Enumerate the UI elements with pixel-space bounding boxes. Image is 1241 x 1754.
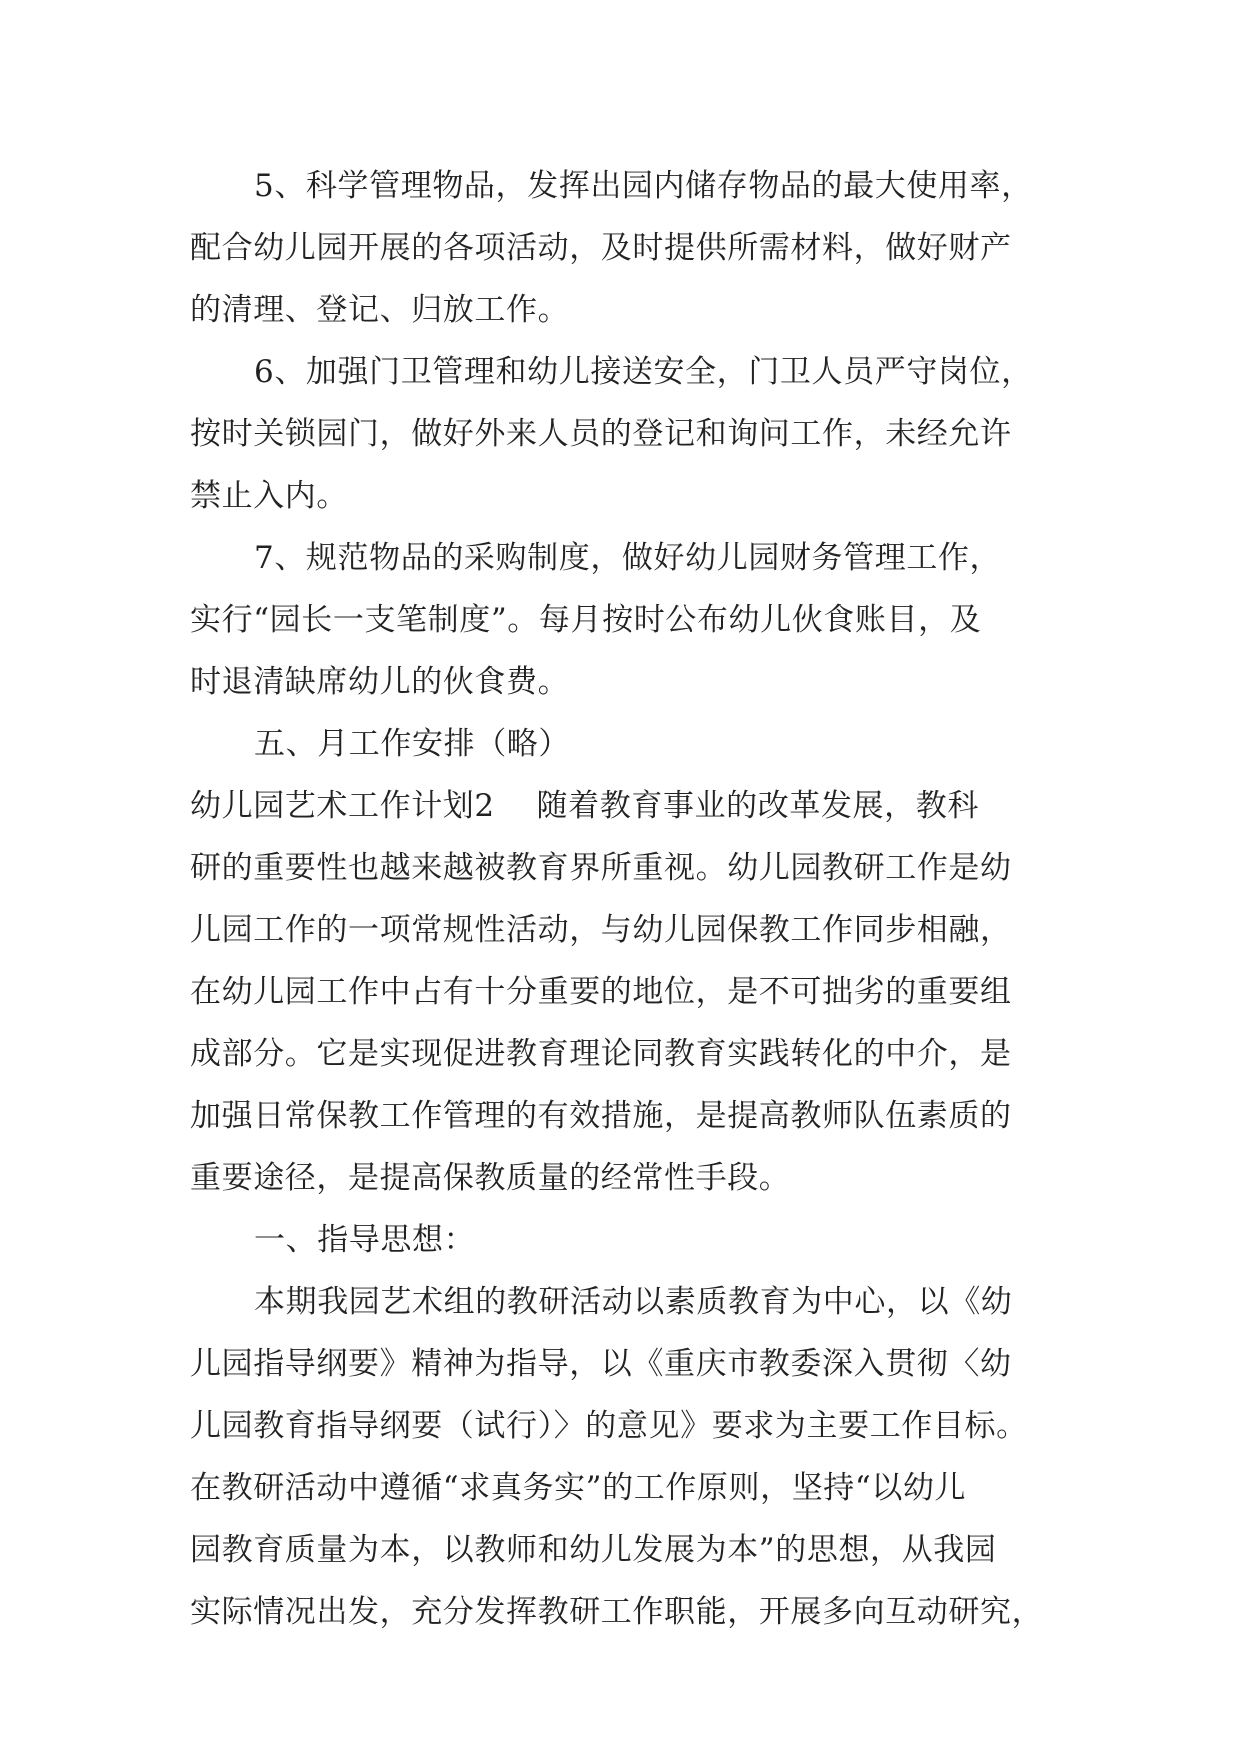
text-line: 配合幼儿园开展的各项活动，及时提供所需材料，做好财产: [190, 230, 1012, 266]
text-line: 时退清缺席幼儿的伙食费。: [190, 664, 570, 700]
text-line: 7、规范物品的采购制度，做好幼儿园财务管理工作，: [254, 540, 1002, 576]
section-heading: 一、指导思想：: [254, 1222, 476, 1258]
text-line: 加强日常保教工作管理的有效措施，是提高教师队伍素质的: [190, 1098, 1012, 1134]
text-line: 儿园教育指导纲要（试行）〉的意见》要求为主要工作目标。: [190, 1408, 1028, 1444]
text-line: 5、科学管理物品，发挥出园内储存物品的最大使用率，: [254, 168, 1033, 204]
text-line: 研的重要性也越来越被教育界所重视。幼儿园教研工作是幼: [190, 850, 1012, 886]
text-line: 本期我园艺术组的教研活动以素质教育为中心，以《幼: [254, 1284, 1013, 1320]
text-line: 在教研活动中遵循“求真务实”的工作原则，坚持“以幼儿: [190, 1470, 967, 1506]
text-line: 禁止入内。: [190, 478, 348, 514]
text-line: 儿园指导纲要》精神为指导，以《重庆市教委深入贯彻〈幼: [190, 1346, 1012, 1382]
text-line: 成部分。它是实现促进教育理论同教育实践转化的中介，是: [190, 1036, 1012, 1072]
text-line: 儿园工作的一项常规性活动，与幼儿园保教工作同步相融，: [190, 912, 1012, 948]
text-line: 园教育质量为本，以教师和幼儿发展为本”的思想，从我园: [190, 1532, 997, 1568]
document-title-line: 幼儿园艺术工作计划2 随着教育事业的改革发展，教科: [190, 788, 979, 824]
document-body: [190, 155, 1070, 1643]
text-line: 实际情况出发，充分发挥教研工作职能，开展多向互动研究，: [190, 1594, 1044, 1630]
section-heading: 五、月工作安排（略）: [254, 726, 570, 762]
text-line: 重要途径，是提高保教质量的经常性手段。: [190, 1160, 791, 1196]
text-line: 的清理、登记、归放工作。: [190, 292, 570, 328]
text-line: 6、加强门卫管理和幼儿接送安全，门卫人员严守岗位，: [254, 354, 1033, 390]
text-line: 在幼儿园工作中占有十分重要的地位，是不可拙劣的重要组: [190, 974, 1012, 1010]
text-line: 按时关锁园门，做好外来人员的登记和询问工作，未经允许: [190, 416, 1012, 452]
text-line: 实行“园长一支笔制度”。每月按时公布幼儿伙食账目，及: [190, 602, 982, 638]
